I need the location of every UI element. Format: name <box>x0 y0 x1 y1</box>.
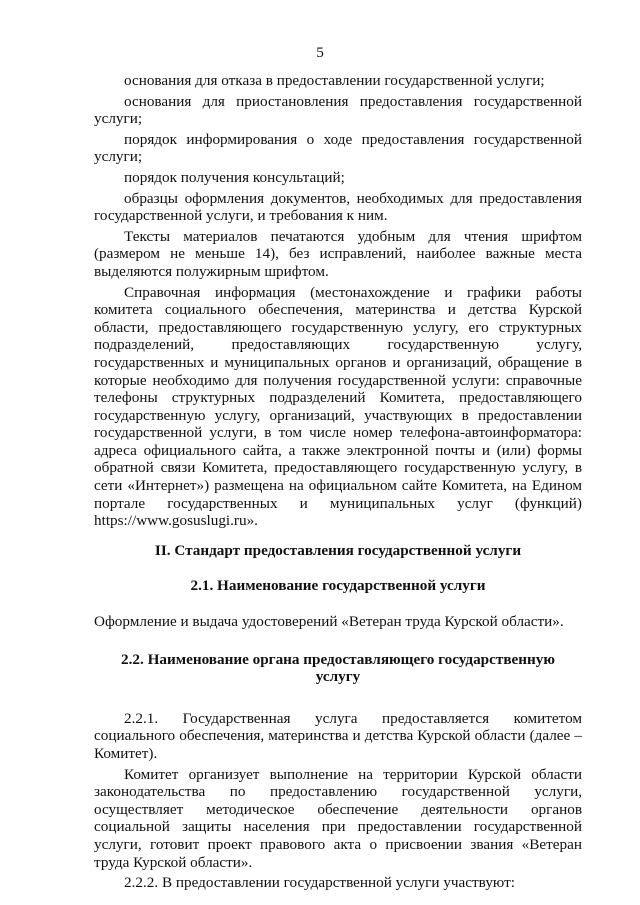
subsection-title-2-2: 2.2. Наименование органа предоставляющего государственную услугу <box>121 650 555 686</box>
list-item: образцы оформления документов, необходимых для предоставления государственной услуги, и требования к ним. <box>94 189 582 225</box>
paragraph-committee: Комитет организует выполнение на территории Курской области законодательства по предоставлению государственной услуги, осуществляет методическое обеспечение деятельности органов социальной защиты населения при предоставлении государственной услуги, готовит проект правового акта о присвоении звания «Ветеран труда Курской области». <box>94 765 582 871</box>
paragraph-2-2-1: 2.2.1. Государственная услуга предоставляется комитетом социального обеспечения, материнства и детства Курской области (далее – Комитет). <box>94 709 582 762</box>
section-title: II. Стандарт предоставления государственной услуги <box>154 541 522 559</box>
list-item: порядок информирования о ходе предоставления государственной услуги; <box>94 130 582 166</box>
paragraph-fonts: Тексты материалов печатаются удобным для чтения шрифтом (размером не меньше 14), без исправлений, наиболее важные места выделяются полужирным шрифтом. <box>94 227 582 280</box>
paragraph-2-2-2: 2.2.2. В предоставлении государственной услуги участвуют: <box>124 874 515 892</box>
document-body <box>94 72 582 895</box>
subsection-title-2-1: 2.1. Наименование государственной услуги <box>190 577 486 595</box>
list-item: порядок получения консультаций; <box>124 168 345 186</box>
list-item: основания для приостановления предоставления государственной услуги; <box>94 92 582 128</box>
service-name: Оформление и выдача удостоверений «Ветеран труда Курской области». <box>94 613 564 631</box>
list-item: основания для отказа в предоставлении государственной услуги; <box>124 72 545 89</box>
paragraph-reference-info: Справочная информация (местонахождение и графики работы комитета социального обеспечения, материнства и детства Курской области, предоставляющего государственную услугу, его структурных подразделений, предоставляющих государственную услугу, государственных и муниципальных органов и организаций, обращение в которые необходимо для получения государственной услуги: справочные телефоны структурных подразделений Комитета, предоставляющего государственную услугу, организаций, участвующих в предоставлении государственной услуги, в том числе номер телефона-автоинформатора: адреса официального сайта, а также электронной почты и (или) формы обратной связи Комитета, предоставляющего государственную услугу, в сети «Интернет») размещена на официальном сайте Комитета, на Едином портале государственных и муниципальных услуг (функций) https://www.gosuslugi.ru». <box>94 283 582 530</box>
page-number: 5 <box>316 44 324 61</box>
